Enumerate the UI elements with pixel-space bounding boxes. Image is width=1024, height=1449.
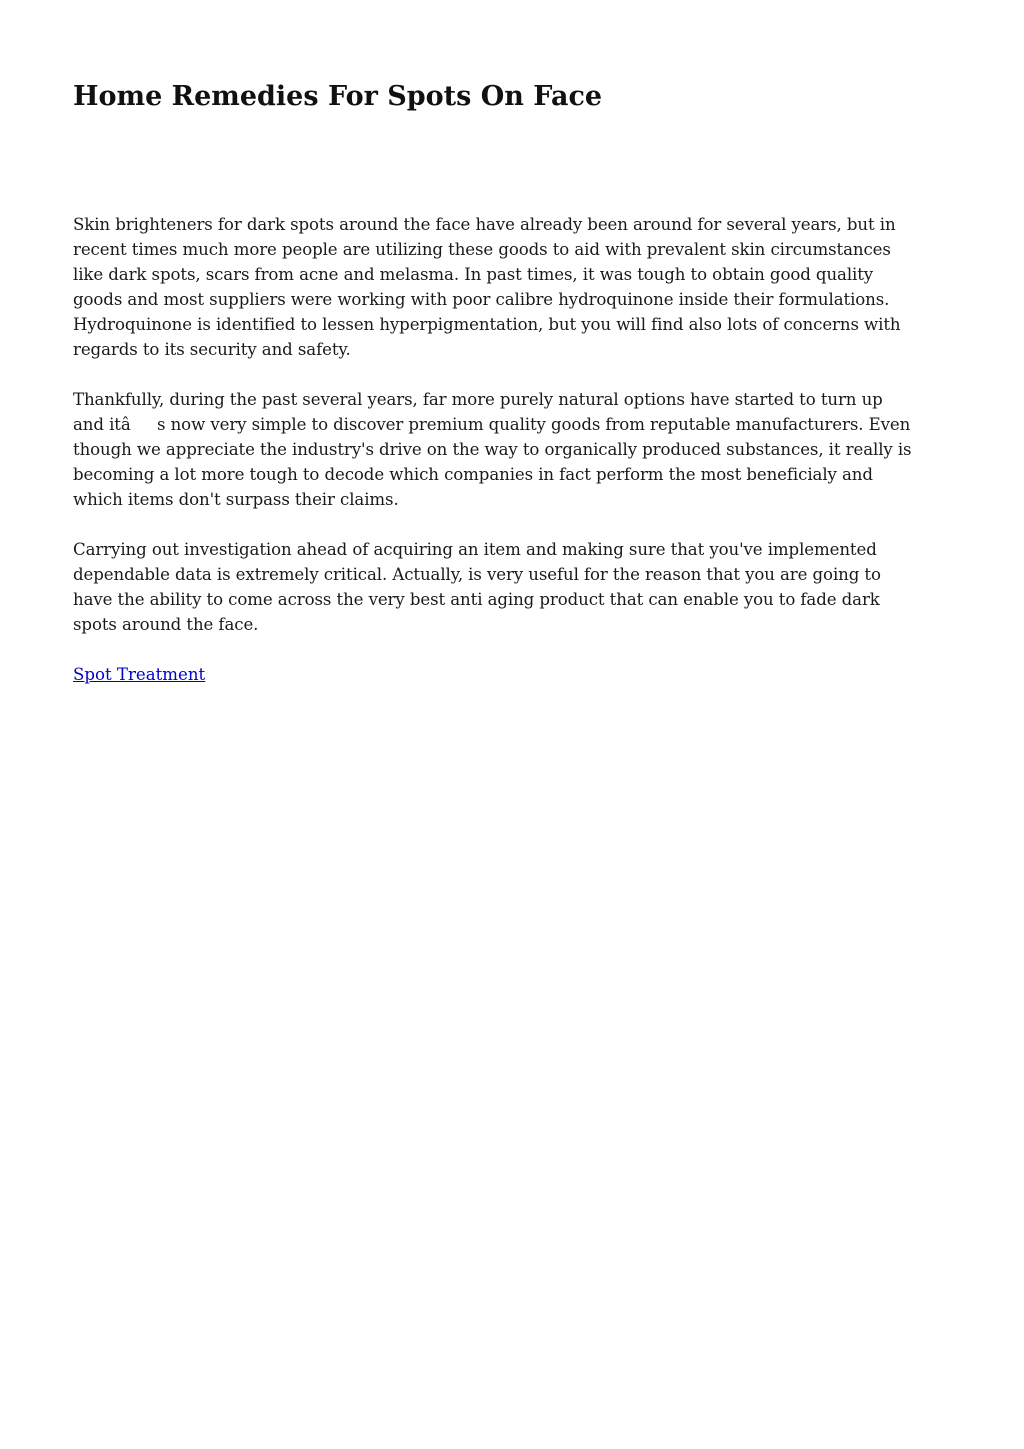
text-line: becoming a lot more tough to decode which companies in fact perform the most beneficialy and bbox=[73, 465, 873, 484]
paragraph-2 bbox=[73, 387, 953, 512]
text-line: which items don't surpass their claims. bbox=[73, 490, 399, 509]
text-line: goods and most suppliers were working with poor calibre hydroquinone inside their formulations. bbox=[73, 290, 890, 309]
document-body bbox=[73, 212, 953, 687]
link-paragraph bbox=[73, 662, 953, 687]
text-line: though we appreciate the industry's drive on the way to organically produced substances, it really is bbox=[73, 440, 912, 459]
paragraph-1 bbox=[73, 212, 953, 362]
text-line: Carrying out investigation ahead of acquiring an item and making sure that you've implemented bbox=[73, 540, 877, 559]
text-line: recent times much more people are utilizing these goods to aid with prevalent skin circumstances bbox=[73, 240, 891, 259]
text-line: Skin brighteners for dark spots around the face have already been around for several years, but in bbox=[73, 215, 896, 234]
text-line: spots around the face. bbox=[73, 615, 259, 634]
paragraph-3 bbox=[73, 537, 953, 637]
document-title: Home Remedies For Spots On Face bbox=[73, 81, 603, 112]
text-line: and itâs now very simple to discover premium quality goods from reputable manufacturers. Even bbox=[73, 415, 911, 434]
text-line: have the ability to come across the very best anti aging product that can enable you to fade dark bbox=[73, 590, 880, 609]
text-line: Thankfully, during the past several years, far more purely natural options have started to turn up bbox=[73, 390, 883, 409]
text-line: Hydroquinone is identified to lessen hyperpigmentation, but you will find also lots of concerns with bbox=[73, 315, 901, 334]
text-line: like dark spots, scars from acne and melasma. In past times, it was tough to obtain good quality bbox=[73, 265, 874, 284]
text-line: regards to its security and safety. bbox=[73, 340, 351, 359]
spot-treatment-link[interactable]: Spot Treatment bbox=[73, 665, 206, 684]
text-line: dependable data is extremely critical. Actually, is very useful for the reason that you are going to bbox=[73, 565, 881, 584]
